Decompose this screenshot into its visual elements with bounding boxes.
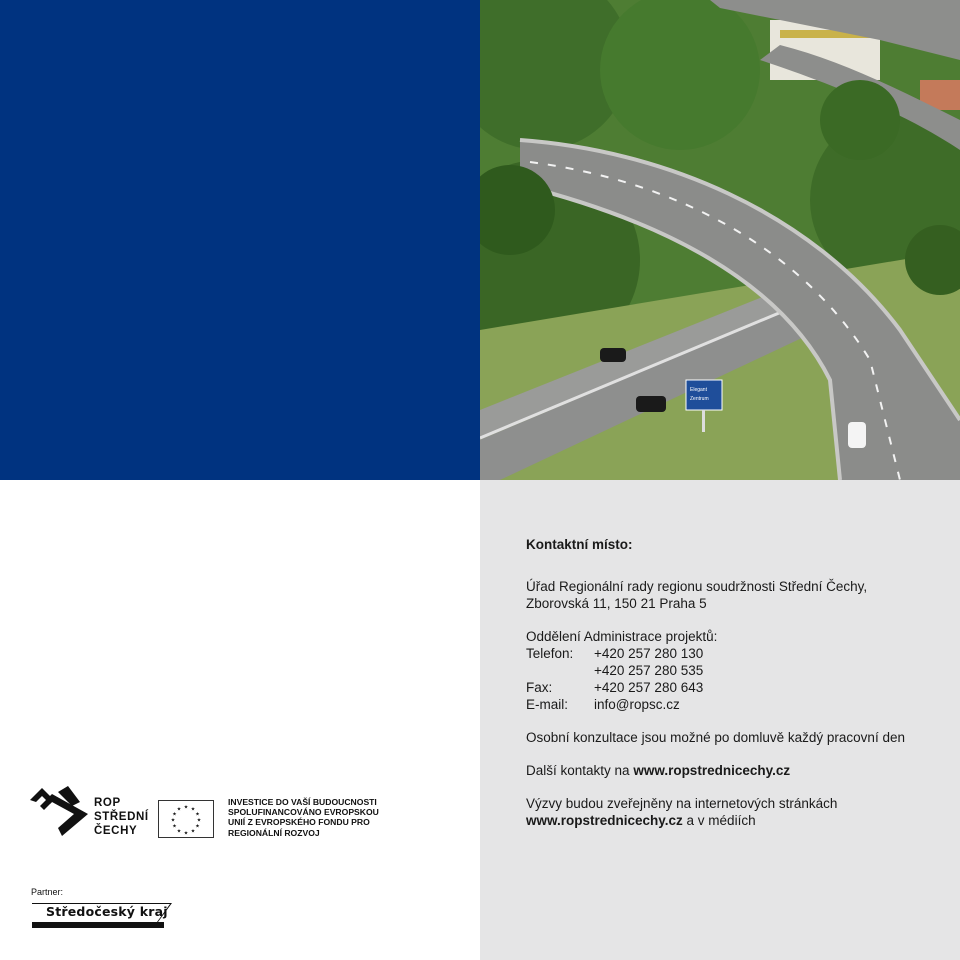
consultation-note: [526, 729, 946, 746]
svg-text:★: ★: [172, 811, 177, 818]
calls-notice: [526, 795, 946, 829]
more-contacts: [526, 762, 946, 779]
svg-text:★: ★: [190, 806, 196, 813]
phone-label: Telefon:: [526, 646, 574, 661]
office-line-2: Zborovská 11, 150 21 Praha 5: [526, 596, 707, 611]
consultation-text: Osobní konzultace jsou možné po domluvě každý pracovní den: [526, 730, 905, 745]
more-contacts-text: Další kontakty na: [526, 763, 634, 778]
svg-text:★: ★: [170, 817, 176, 824]
svg-text:★: ★: [196, 817, 202, 824]
highway-photo: [480, 0, 960, 480]
partner-logo: [32, 902, 172, 928]
office-address: [526, 578, 946, 612]
white-panel: [0, 480, 480, 960]
svg-text:★: ★: [172, 823, 177, 830]
svg-text:★: ★: [190, 828, 196, 835]
fax-value: +420 257 280 643: [594, 680, 704, 695]
contact-info: [526, 536, 946, 845]
phone-value-2: +420 257 280 535: [594, 663, 704, 678]
svg-text:★: ★: [176, 828, 182, 835]
partner-name: Středočeský kraj: [46, 904, 168, 919]
svg-text:★: ★: [176, 806, 182, 813]
phone-value-1: +420 257 280 130: [594, 646, 704, 661]
svg-text:★: ★: [183, 804, 189, 811]
contact-heading: Kontaktní místo:: [526, 537, 633, 552]
website-link[interactable]: www.ropstrednicechy.cz: [633, 763, 791, 778]
rop-logo-icon: [28, 784, 90, 838]
sign-text-2: Zentrum: [690, 396, 709, 402]
calls-suffix: a v médiích: [682, 813, 756, 828]
calls-website-link[interactable]: www.ropstrednicechy.cz: [526, 813, 683, 828]
sign-text-1: Elegant: [690, 387, 707, 393]
email-label: E-mail:: [526, 697, 569, 712]
calls-line-1: Výzvy budou zveřejněny na internetových stránkách: [526, 796, 838, 811]
svg-text:★: ★: [183, 830, 189, 837]
phone-row-2: [526, 662, 946, 679]
office-line-1: Úřad Regionální rady regionu soudržnosti Střední Čechy,: [526, 579, 868, 594]
department-contacts: [526, 628, 946, 713]
blue-color-block: [0, 0, 480, 480]
fax-row: [526, 679, 946, 696]
svg-text:★: ★: [195, 811, 200, 818]
partner-label: Partner:: [31, 887, 64, 897]
eu-funding-text: INVESTICE DO VAŠÍ BUDOUCNOSTI SPOLUFINANCOVÁNO EVROPSKOU UNIÍ Z EVROPSKÉHO FONDU PRO REGIONÁLNÍ ROZVOJ: [228, 797, 379, 838]
department-name: Oddělení Administrace projektů:: [526, 629, 718, 644]
email-value[interactable]: info@ropsc.cz: [594, 697, 680, 712]
eu-flag-icon: [158, 800, 214, 838]
logo-strip: [28, 780, 448, 850]
fax-label: Fax:: [526, 680, 553, 695]
email-row: [526, 696, 946, 713]
rop-logo-text: ROP STŘEDNÍ ČECHY: [94, 797, 149, 837]
svg-text:★: ★: [195, 823, 200, 830]
phone-row: [526, 645, 946, 662]
